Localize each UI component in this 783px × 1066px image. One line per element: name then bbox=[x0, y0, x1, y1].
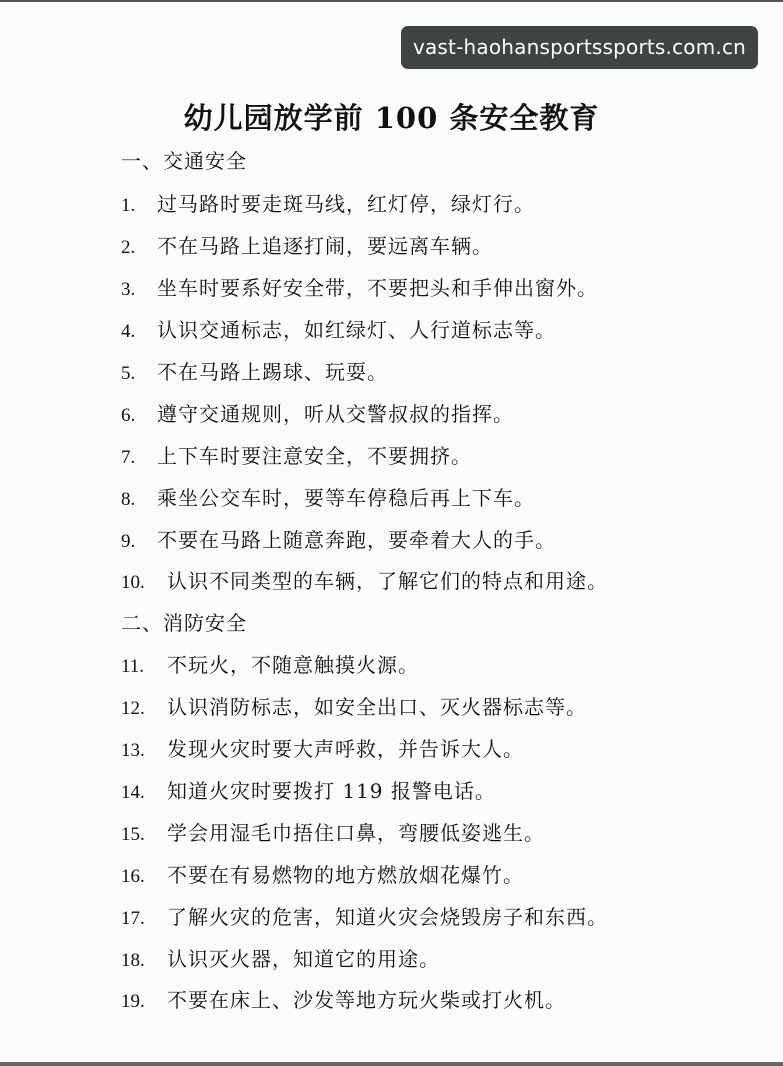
item-text: 知道火灾时要拨打 119 报警电话。 bbox=[167, 779, 496, 803]
page-title: 幼儿园放学前 100 条安全教育 bbox=[183, 101, 600, 135]
item-text: 学会用湿毛巾捂住口鼻，弯腰低姿逃生。 bbox=[167, 821, 545, 845]
list-item bbox=[121, 399, 514, 431]
list-item bbox=[121, 231, 493, 263]
item-text: 不在马路上追逐打闹，要远离车辆。 bbox=[157, 234, 493, 258]
item-number: 8. bbox=[121, 489, 136, 510]
item-text: 不要在床上、沙发等地方玩火柴或打火机。 bbox=[167, 988, 566, 1012]
item-number: 4. bbox=[121, 321, 136, 342]
list-item bbox=[121, 902, 608, 934]
top-border bbox=[0, 0, 783, 2]
item-text: 上下车时要注意安全，不要拥挤。 bbox=[157, 444, 472, 468]
list-item bbox=[121, 441, 472, 473]
item-text: 不在马路上踢球、玩耍。 bbox=[157, 360, 388, 384]
item-number: 18. bbox=[121, 950, 145, 971]
list-item bbox=[121, 315, 556, 347]
list-item bbox=[121, 944, 440, 976]
item-number: 16. bbox=[121, 866, 145, 887]
list-item bbox=[121, 692, 587, 724]
item-number: 6. bbox=[121, 405, 136, 426]
item-number: 17. bbox=[121, 908, 145, 929]
item-text: 了解火灾的危害，知道火灾会烧毁房子和东西。 bbox=[167, 905, 608, 929]
list-item bbox=[121, 357, 388, 389]
item-number: 11. bbox=[121, 656, 145, 677]
section-heading-fire: 二、消防安全 bbox=[121, 611, 247, 635]
section-heading-traffic: 一、交通安全 bbox=[121, 149, 247, 173]
item-text: 不玩火，不随意触摸火源。 bbox=[167, 653, 419, 677]
item-text: 过马路时要走斑马线，红灯停，绿灯行。 bbox=[157, 192, 535, 216]
list-item bbox=[121, 650, 419, 682]
item-text: 不要在有易燃物的地方燃放烟花爆竹。 bbox=[167, 863, 524, 887]
item-number: 5. bbox=[121, 363, 136, 384]
item-number: 19. bbox=[121, 991, 145, 1012]
list-item bbox=[121, 734, 524, 766]
item-text: 乘坐公交车时，要等车停稳后再上下车。 bbox=[157, 486, 535, 510]
item-number: 7. bbox=[121, 447, 136, 468]
watermark-badge: vast-haohansportssports.com.cn bbox=[401, 26, 758, 69]
item-text: 认识交通标志，如红绿灯、人行道标志等。 bbox=[157, 318, 556, 342]
item-text: 认识消防标志，如安全出口、灭火器标志等。 bbox=[167, 695, 587, 719]
list-item bbox=[121, 776, 496, 808]
list-item bbox=[121, 860, 524, 892]
item-number: 9. bbox=[121, 531, 136, 552]
item-number: 14. bbox=[121, 782, 145, 803]
list-item bbox=[121, 483, 535, 515]
item-text: 认识灭火器，知道它的用途。 bbox=[167, 947, 440, 971]
list-item bbox=[121, 189, 535, 221]
item-number: 12. bbox=[121, 698, 145, 719]
bottom-border bbox=[0, 1062, 783, 1066]
item-number: 3. bbox=[121, 279, 136, 300]
item-text: 坐车时要系好安全带，不要把头和手伸出窗外。 bbox=[157, 276, 598, 300]
item-number: 2. bbox=[121, 237, 136, 258]
item-text: 不要在马路上随意奔跑，要牵着大人的手。 bbox=[157, 528, 556, 552]
item-number: 13. bbox=[121, 740, 145, 761]
list-item bbox=[121, 525, 556, 557]
item-number: 10. bbox=[121, 572, 145, 593]
list-item bbox=[121, 566, 608, 598]
item-text: 认识不同类型的车辆，了解它们的特点和用途。 bbox=[167, 569, 608, 593]
list-item bbox=[121, 985, 566, 1017]
item-text: 发现火灾时要大声呼救，并告诉大人。 bbox=[167, 737, 524, 761]
item-number: 1. bbox=[121, 195, 136, 216]
item-text: 遵守交通规则，听从交警叔叔的指挥。 bbox=[157, 402, 514, 426]
item-number: 15. bbox=[121, 824, 145, 845]
list-item bbox=[121, 818, 545, 850]
list-item bbox=[121, 273, 598, 305]
